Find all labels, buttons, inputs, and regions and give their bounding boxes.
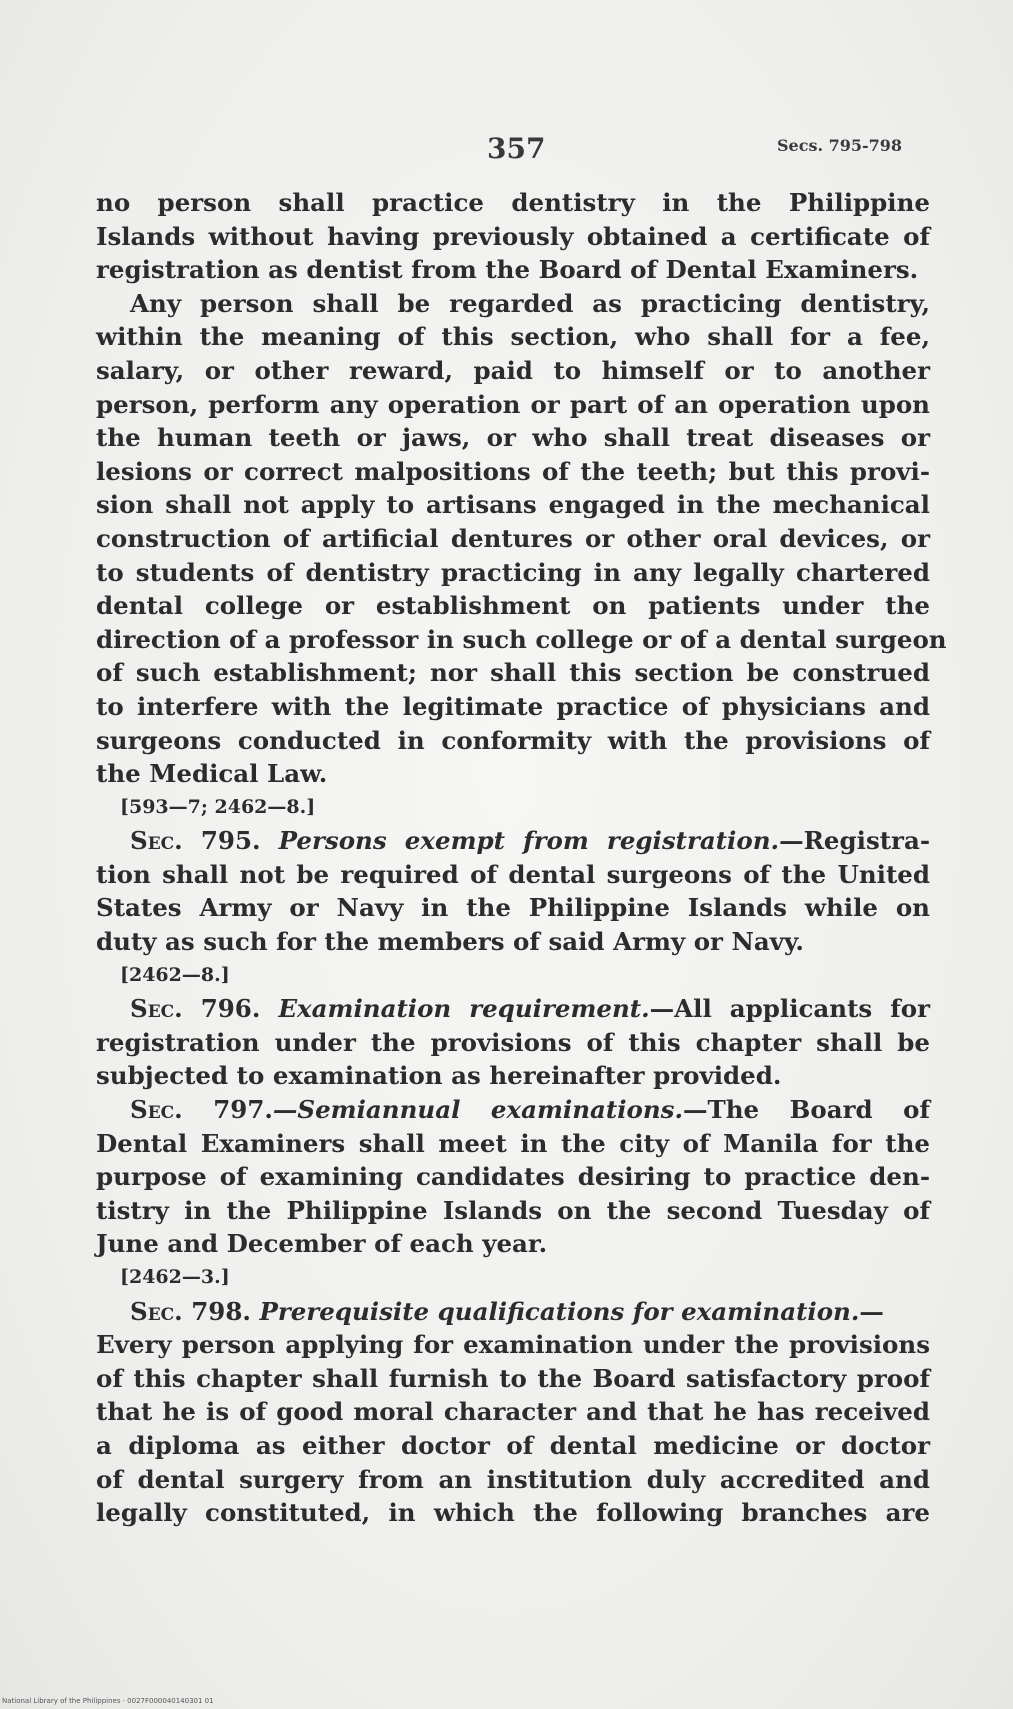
- text-line: tion shall not be required of dental surgeons of the United: [96, 859, 930, 889]
- section-title: Examination requirement.: [260, 994, 650, 1024]
- section-number: 795.: [182, 826, 261, 856]
- text-line: that he is of good moral character and that he has received: [96, 1397, 930, 1427]
- text-line: the human teeth or jaws, or who shall treat diseases or: [96, 423, 930, 453]
- citation: [593—7; 2462—8.]: [120, 795, 316, 818]
- text-line: of such establishment; nor shall this section be construed: [96, 658, 930, 688]
- text-line: surgeons conducted in conformity with the provisions of: [96, 725, 930, 755]
- text-line: a diploma as either doctor of dental medicine or doctor: [96, 1430, 930, 1460]
- section-796: [96, 992, 930, 1093]
- section-heading-line: [96, 824, 930, 858]
- section-title: —Semiannual examinations.: [272, 1095, 684, 1125]
- text-line: person, perform any operation or part of an operation upon: [96, 389, 930, 419]
- section-label: Sec.: [130, 1296, 183, 1326]
- text-line: Every person applying for examination under the provisions: [96, 1330, 930, 1360]
- section-798: [96, 1295, 930, 1530]
- text-line: of this chapter shall furnish to the Board satisfactory proof: [96, 1363, 930, 1393]
- text-line: direction of a professor in such college or of a dental surgeon: [96, 624, 947, 654]
- text-line: registration under the provisions of this chapter shall be: [96, 1027, 930, 1057]
- text-line: to interfere with the legitimate practice of physicians and: [96, 691, 930, 721]
- section-text: —All applicants for: [649, 994, 931, 1024]
- section-number: 796.: [182, 994, 261, 1024]
- section-number: 797.: [182, 1095, 273, 1125]
- section-label: Sec.: [130, 994, 183, 1024]
- section-text: —: [859, 1296, 884, 1326]
- text-line: of dental surgery from an institution duly accredited and: [96, 1464, 930, 1494]
- text-line: within the meaning of this section, who shall for a fee,: [96, 322, 930, 352]
- text-line: dental college or establishment on patients under the: [96, 591, 930, 621]
- text-line: salary, or other reward, paid to himself or to another: [96, 355, 930, 385]
- paragraph-continuation: [96, 186, 930, 287]
- text-line: legally constituted, in which the following branches are: [96, 1498, 930, 1528]
- section-label: Sec.: [130, 1095, 183, 1125]
- text-line: lesions or correct malpositions of the teeth; but this provi-: [96, 456, 930, 486]
- text-line: no person shall practice dentistry in the Philippine: [96, 188, 930, 217]
- section-heading-line: [96, 1093, 930, 1127]
- section-797: [96, 1093, 930, 1261]
- page-body: [96, 186, 947, 1530]
- section-number: 798.: [182, 1296, 251, 1326]
- section-text: —Registra-: [779, 826, 931, 856]
- citation: [2462—8.]: [120, 963, 230, 986]
- text-line: tistry in the Philippine Islands on the second Tuesday of: [96, 1195, 930, 1225]
- text-line: Dental Examiners shall meet in the city of Manila for the: [96, 1128, 930, 1158]
- text-line: purpose of examining candidates desiring to practice den-: [96, 1162, 930, 1192]
- section-text: —The Board of: [683, 1095, 931, 1125]
- paragraph-definition: [96, 287, 947, 791]
- text-line: Any person shall be regarded as practicing dentistry,: [130, 288, 930, 318]
- section-label: Sec.: [130, 826, 183, 856]
- citation: [2462—3.]: [120, 1266, 230, 1288]
- running-head: Secs. 795-798: [777, 136, 903, 155]
- scan-footer: National Library of the Philippines · 0027F000040140301 01: [2, 1697, 214, 1705]
- text-line: the Medical Law.: [96, 759, 328, 789]
- text-line: subjected to examination as hereinafter provided.: [96, 1061, 782, 1091]
- text-line: registration as dentist from the Board of Dental Examiners.: [96, 255, 919, 285]
- text-line: States Army or Navy in the Philippine Islands while on: [96, 893, 930, 923]
- text-line: June and December of each year.: [96, 1229, 548, 1259]
- section-title: Persons exempt from registration.: [260, 826, 780, 856]
- text-line: construction of artificial dentures or other oral devices, or: [96, 523, 930, 553]
- section-title: Prerequisite qualifications for examination.: [250, 1296, 860, 1326]
- text-line: duty as such for the members of said Army or Navy.: [96, 927, 804, 957]
- text-line: Islands without having previously obtained a certificate of: [96, 221, 930, 251]
- text-line: sion shall not apply to artisans engaged in the mechanical: [96, 490, 930, 520]
- section-heading-line: [96, 1295, 930, 1329]
- section-heading-line: [96, 992, 930, 1026]
- section-795: [96, 824, 930, 958]
- page-number: 357: [487, 132, 546, 165]
- text-line: to students of dentistry practicing in any legally chartered: [96, 557, 930, 587]
